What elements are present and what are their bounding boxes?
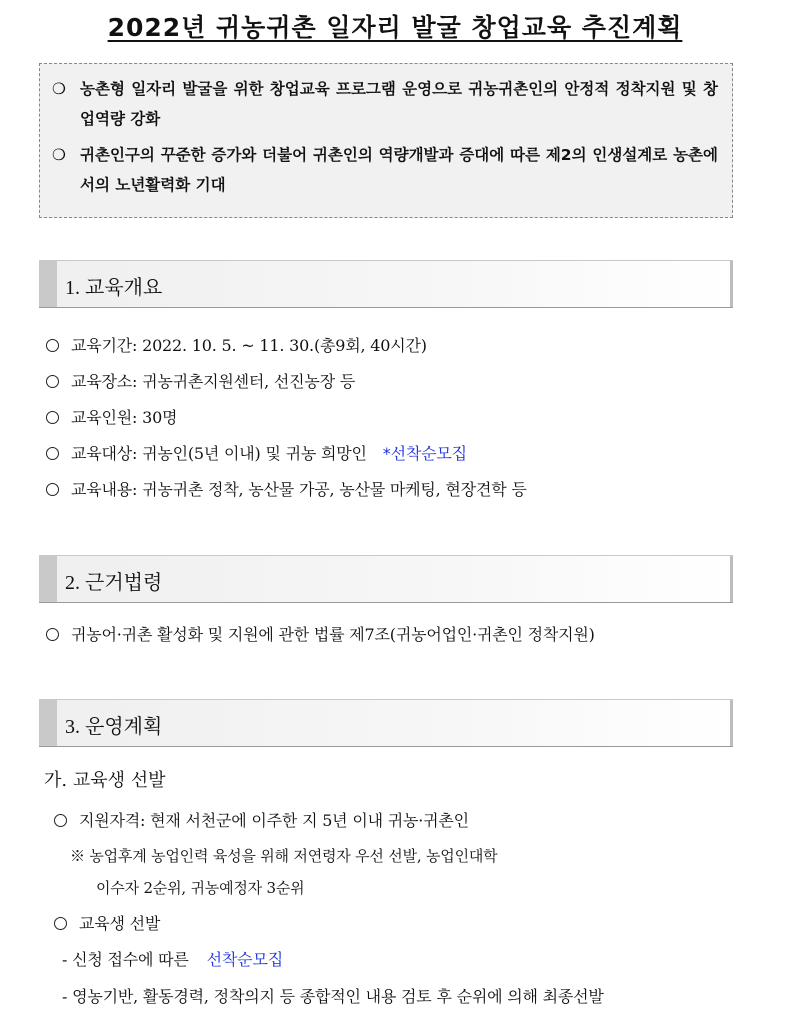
circle-bullet-icon: [54, 814, 67, 827]
note-line: [96, 877, 304, 898]
item-text: 교육대상: 귀농인(5년 이내) 및 귀농 희망인: [71, 444, 367, 463]
list-item: [46, 369, 355, 392]
list-item: [46, 622, 595, 645]
subsection-heading: 가. 교육생 선발: [44, 770, 166, 791]
section-title: 3. 운영계획: [65, 716, 163, 738]
dash-item: [62, 947, 283, 970]
summary-item: [52, 140, 718, 200]
item-text: 교육생 선발: [79, 914, 161, 933]
circle-bullet-icon: ❍: [52, 80, 66, 98]
circle-bullet-icon: [46, 411, 59, 424]
summary-box: [39, 63, 733, 218]
summary-text: 농촌형 일자리 발굴을 위한 창업교육 프로그램 운영으로 귀농귀촌인의 안정적 정착지원 및 창업역량 강화: [80, 80, 718, 128]
section-header-operation-plan: [39, 699, 733, 747]
item-text: - 신청 접수에 따른: [62, 950, 189, 969]
dash-item: [62, 984, 604, 1007]
item-text: 교육장소: 귀농귀촌지원센터, 선진농장 등: [71, 372, 356, 391]
list-item: [46, 477, 527, 500]
section-header-legal-basis: [39, 555, 733, 603]
section-title: 1. 교육개요: [65, 277, 163, 299]
list-item: [46, 441, 467, 464]
note-line: [70, 845, 497, 866]
circle-bullet-icon: ❍: [52, 146, 66, 164]
item-text: 교육내용: 귀농귀촌 정착, 농산물 가공, 농산물 마케팅, 현장견학 등: [71, 480, 527, 499]
section-title: 2. 근거법령: [65, 572, 163, 594]
circle-bullet-icon: [46, 375, 59, 388]
item-text: 교육인원: 30명: [71, 408, 178, 427]
list-item: [54, 911, 160, 934]
item-text: 귀농어·귀촌 활성화 및 지원에 관한 법률 제7조(귀농어업인·귀촌인 정착지원): [71, 625, 595, 644]
note-text: ※ 농업후계 농업인력 육성을 위해 저연령자 우선 선발, 농업인대학: [70, 847, 498, 865]
summary-text: 귀촌인구의 꾸준한 증가와 더불어 귀촌인의 역량개발과 증대에 따른 제2의 인생설계로 농촌에서의 노년활력화 기대: [80, 146, 718, 194]
summary-item: [52, 74, 718, 134]
circle-bullet-icon: [54, 917, 67, 930]
list-item: [46, 405, 177, 428]
document-title: [0, 8, 790, 44]
item-text: 교육기간: 2022. 10. 5. ~ 11. 30.(총9회, 40시간): [71, 336, 427, 355]
circle-bullet-icon: [46, 339, 59, 352]
item-text: - 영농기반, 활동경력, 정착의지 등 종합적인 내용 검토 후 순위에 의해 최종선발: [62, 987, 604, 1006]
item-text: 지원자격: 현재 서천군에 이주한 지 5년 이내 귀농·귀촌인: [79, 811, 469, 830]
note-text: 이수자 2순위, 귀농예정자 3순위: [96, 879, 305, 897]
circle-bullet-icon: [46, 483, 59, 496]
circle-bullet-icon: [46, 628, 59, 641]
circle-bullet-icon: [46, 447, 59, 460]
list-item: [46, 333, 427, 356]
first-come-badge: *선착순모집: [382, 444, 467, 463]
document-title-text: 2022년 귀농귀촌 일자리 발굴 창업교육 추진계획: [107, 13, 683, 42]
list-item: [54, 808, 469, 831]
section-header-overview: [39, 260, 733, 308]
first-come-badge: 선착순모집: [206, 950, 283, 969]
